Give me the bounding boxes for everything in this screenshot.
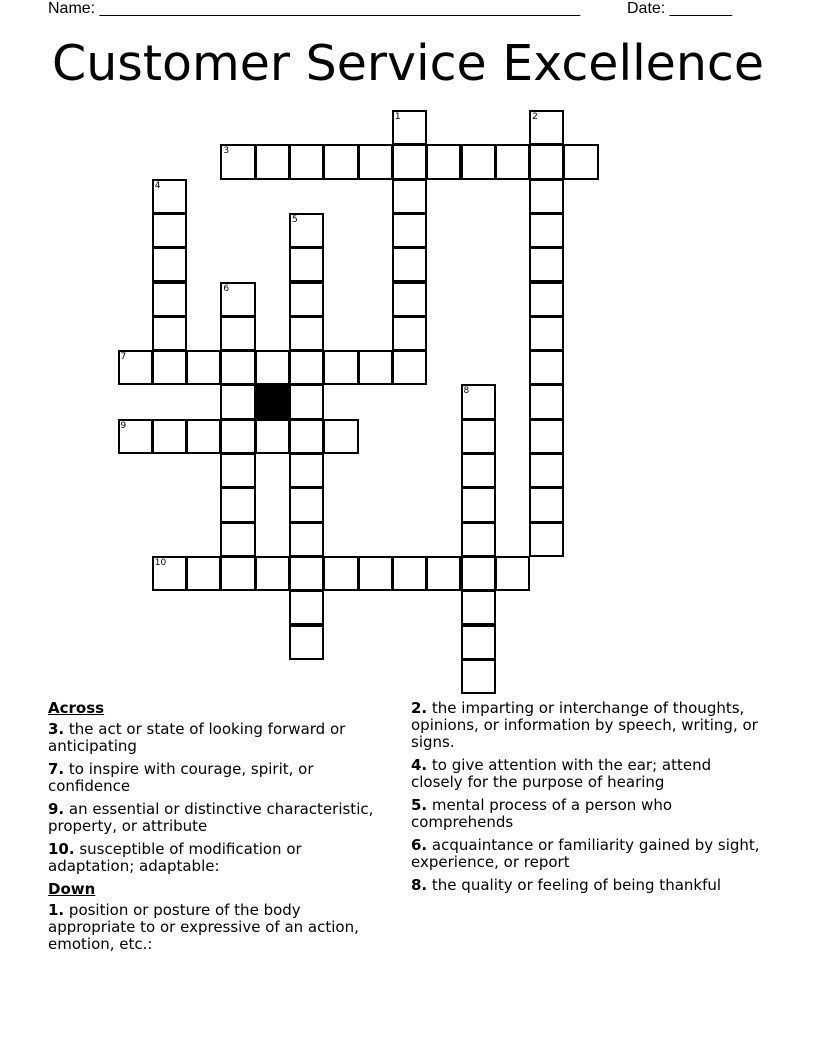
grid-cell[interactable] bbox=[529, 282, 564, 317]
cell-number: 3 bbox=[223, 146, 230, 157]
grid-cell[interactable] bbox=[289, 144, 324, 179]
grid-cell[interactable] bbox=[289, 282, 324, 317]
grid-cell[interactable] bbox=[392, 179, 427, 214]
cell-number: 7 bbox=[120, 352, 127, 363]
grid-cell[interactable] bbox=[152, 316, 187, 351]
grid-cell[interactable] bbox=[392, 316, 427, 351]
clue-down-4 bbox=[411, 757, 761, 791]
grid-cell[interactable] bbox=[529, 247, 564, 282]
grid-cell[interactable] bbox=[529, 144, 564, 179]
grid-cell[interactable] bbox=[358, 144, 393, 179]
grid-cell[interactable] bbox=[289, 384, 324, 419]
grid-cell[interactable] bbox=[220, 282, 255, 317]
black-square bbox=[255, 384, 290, 419]
clue-number: 7. bbox=[48, 760, 65, 778]
down-heading: Down bbox=[48, 880, 96, 898]
clue-number: 2. bbox=[411, 699, 428, 717]
grid-cell[interactable] bbox=[289, 419, 324, 454]
cell-number: 1 bbox=[394, 112, 401, 122]
clue-down-1 bbox=[48, 902, 388, 953]
clue-text: an essential or distinctive characteristic, property, or attribute bbox=[48, 800, 374, 835]
grid-cell[interactable] bbox=[426, 144, 461, 179]
clue-across-3 bbox=[48, 721, 388, 755]
cell-number: 6 bbox=[223, 283, 230, 294]
grid-cell[interactable] bbox=[392, 213, 427, 248]
clue-number: 8. bbox=[411, 876, 428, 894]
grid-cell[interactable] bbox=[289, 487, 324, 522]
cell-number: 8 bbox=[463, 386, 470, 397]
grid-cell[interactable] bbox=[461, 144, 496, 179]
grid-cell[interactable] bbox=[152, 282, 187, 317]
page-title: Customer Service Excellence bbox=[52, 35, 764, 92]
grid-cell[interactable] bbox=[289, 522, 324, 557]
grid-cell[interactable] bbox=[529, 384, 564, 419]
grid-cell[interactable] bbox=[186, 350, 221, 385]
grid-cell[interactable] bbox=[118, 419, 153, 454]
grid-cell[interactable] bbox=[289, 213, 324, 248]
grid-cell[interactable] bbox=[392, 556, 427, 591]
grid-cell[interactable] bbox=[220, 453, 255, 488]
clue-down-5 bbox=[411, 797, 761, 831]
clue-number: 3. bbox=[48, 720, 65, 738]
grid-cell[interactable] bbox=[118, 350, 153, 385]
grid-cell[interactable] bbox=[289, 316, 324, 351]
clue-across-10 bbox=[48, 841, 388, 875]
grid-cell[interactable] bbox=[186, 419, 221, 454]
clue-down-2 bbox=[411, 700, 761, 751]
grid-cell[interactable] bbox=[255, 144, 290, 179]
grid-cell[interactable] bbox=[392, 247, 427, 282]
grid-cell[interactable] bbox=[461, 487, 496, 522]
clues-left-column bbox=[48, 700, 388, 959]
grid-cell[interactable] bbox=[323, 556, 358, 591]
grid-cell[interactable] bbox=[289, 350, 324, 385]
grid-cell[interactable] bbox=[323, 350, 358, 385]
clue-across-7 bbox=[48, 761, 388, 795]
grid-cell[interactable] bbox=[152, 247, 187, 282]
grid-cell[interactable] bbox=[220, 384, 255, 419]
cell-number: 5 bbox=[292, 214, 298, 225]
grid-cell[interactable] bbox=[392, 350, 427, 385]
grid-cell[interactable] bbox=[529, 453, 564, 488]
grid-cell[interactable] bbox=[289, 625, 324, 660]
grid-cell[interactable] bbox=[392, 144, 427, 179]
grid-cell[interactable] bbox=[495, 144, 530, 179]
grid-cell[interactable] bbox=[289, 590, 324, 625]
grid-cell[interactable] bbox=[529, 522, 564, 557]
clue-down-6 bbox=[411, 837, 761, 871]
grid-cell[interactable] bbox=[152, 419, 187, 454]
grid-cell[interactable] bbox=[392, 110, 427, 145]
grid-cell[interactable] bbox=[529, 419, 564, 454]
cell-number: 9 bbox=[120, 420, 127, 431]
clue-text: position or posture of the body appropriate to or expressive of an action, emotion, etc.: bbox=[48, 901, 359, 953]
grid-cell[interactable] bbox=[563, 144, 598, 179]
grid-cell[interactable] bbox=[255, 419, 290, 454]
grid-cell[interactable] bbox=[529, 487, 564, 522]
grid-cell[interactable] bbox=[152, 213, 187, 248]
grid-cell[interactable] bbox=[392, 282, 427, 317]
cell-number: 10 bbox=[154, 557, 167, 568]
clue-text: mental process of a person who comprehends bbox=[411, 796, 673, 831]
grid-cell[interactable] bbox=[461, 522, 496, 557]
clues-right-column bbox=[411, 700, 761, 900]
grid-cell[interactable] bbox=[220, 144, 255, 179]
grid-cell[interactable] bbox=[152, 350, 187, 385]
grid-cell[interactable] bbox=[255, 556, 290, 591]
grid-cell[interactable] bbox=[220, 419, 255, 454]
clue-across-9 bbox=[48, 801, 388, 835]
date-field[interactable]: Date: _______ bbox=[627, 0, 732, 17]
cell-number: 4 bbox=[154, 180, 161, 191]
clue-number: 5. bbox=[411, 796, 428, 814]
grid-cell[interactable] bbox=[255, 350, 290, 385]
grid-cell[interactable] bbox=[426, 556, 461, 591]
cell-number: 2 bbox=[532, 112, 538, 122]
grid-cell[interactable] bbox=[152, 556, 187, 591]
clue-number: 1. bbox=[48, 901, 65, 919]
grid-cell[interactable] bbox=[461, 659, 496, 694]
clue-text: to inspire with courage, spirit, or confidence bbox=[48, 760, 314, 795]
grid-cell[interactable] bbox=[186, 556, 221, 591]
grid-cell[interactable] bbox=[220, 487, 255, 522]
grid-cell[interactable] bbox=[529, 350, 564, 385]
across-heading: Across bbox=[48, 699, 105, 717]
grid-cell[interactable] bbox=[289, 247, 324, 282]
grid-cell[interactable] bbox=[461, 625, 496, 660]
grid-cell[interactable] bbox=[529, 110, 564, 145]
grid-cell[interactable] bbox=[220, 350, 255, 385]
clue-text: acquaintance or familiarity gained by sight, experience, or report bbox=[411, 836, 760, 871]
clue-text: to give attention with the ear; attend closely for the purpose of hearing bbox=[411, 756, 712, 791]
clue-text: the act or state of looking forward or anticipating bbox=[48, 720, 346, 755]
grid-cell[interactable] bbox=[220, 316, 255, 351]
grid-cell[interactable] bbox=[358, 350, 393, 385]
clue-number: 4. bbox=[411, 756, 428, 774]
grid-cell[interactable] bbox=[289, 453, 324, 488]
grid-cell[interactable] bbox=[323, 144, 358, 179]
grid-cell[interactable] bbox=[289, 556, 324, 591]
grid-cell[interactable] bbox=[529, 179, 564, 214]
clue-number: 6. bbox=[411, 836, 428, 854]
clue-number: 10. bbox=[48, 840, 75, 858]
grid-cell[interactable] bbox=[461, 384, 496, 419]
clue-text: susceptible of modification or adaptation; adaptable: bbox=[48, 840, 302, 875]
grid-cell[interactable] bbox=[323, 419, 358, 454]
clue-number: 9. bbox=[48, 800, 65, 818]
grid-cell[interactable] bbox=[220, 556, 255, 591]
grid-cell[interactable] bbox=[495, 556, 530, 591]
grid-cell[interactable] bbox=[358, 556, 393, 591]
name-field[interactable]: Name: ______________________________________________________ bbox=[48, 0, 581, 17]
clue-text: the quality or feeling of being thankful bbox=[431, 876, 722, 894]
grid-cell[interactable] bbox=[152, 179, 187, 214]
grid-cell[interactable] bbox=[220, 522, 255, 557]
clue-text: the imparting or interchange of thoughts, opinions, or information by speech, writing, or signs. bbox=[411, 699, 758, 751]
grid-cell[interactable] bbox=[461, 556, 496, 591]
grid-cell[interactable] bbox=[461, 590, 496, 625]
grid-cell[interactable] bbox=[461, 453, 496, 488]
grid-cell[interactable] bbox=[529, 316, 564, 351]
grid-cell[interactable] bbox=[461, 419, 496, 454]
clue-down-8 bbox=[411, 877, 761, 894]
grid-cell[interactable] bbox=[529, 213, 564, 248]
